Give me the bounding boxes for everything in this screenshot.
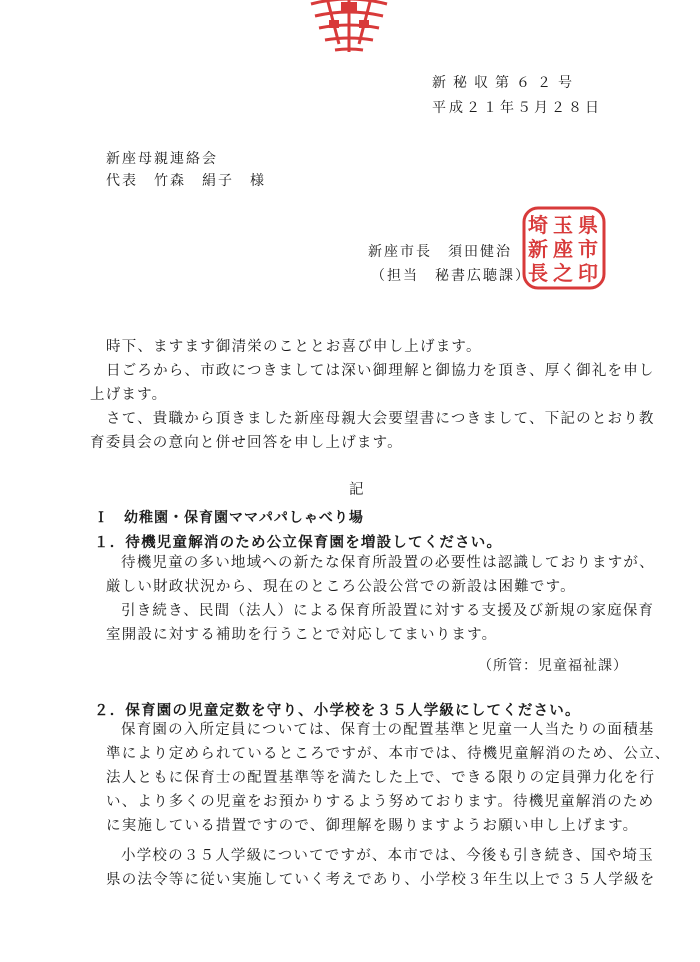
seal-char: 埼: [528, 213, 548, 237]
item-1-line: 待機児童の多い地域への新たな保育所設置の必要性は認識しておりますが、: [121, 555, 655, 571]
seal-char: 新: [528, 237, 548, 261]
item-2-line: 準により定められているところですが、本市では、待機児童解消のため、公立、: [106, 746, 671, 762]
item-1-department: （所管：児童福祉課）: [478, 658, 628, 674]
document-date: 平成２１年５月２８日: [432, 100, 602, 116]
addressee-representative: 代表 竹森 絹子 様: [106, 173, 266, 189]
addressee-organization: 新座母親連絡会: [106, 151, 218, 167]
item-2-line: 保育園の入所定員については、保育士の配置基準と児童一人当たりの面積基: [121, 722, 655, 738]
intro-line: さて、貴職から頂きました新座母親大会要望書につきまして、下記のとおり教: [106, 411, 655, 427]
intro-line: 時下、ますます御清栄のこととお喜び申し上げます。: [106, 339, 482, 355]
item-2-line: 小学校の３５人学級についてですが、本市では、今後も引き続き、国や埼玉: [121, 848, 654, 864]
red-mayor-seal-icon: [522, 206, 606, 290]
seal-char: 市: [578, 237, 598, 261]
item-1-line: 引き続き、民間（法人）による保育所設置に対する支援及び新規の家庭保育: [121, 603, 655, 619]
item-2-line: 県の法令等に従い実施していく考えであり、小学校３年生以上で３５人学級を: [106, 872, 656, 888]
item-2-line: 法人ともに保育士の配置基準等を満たした上で、できる限りの定員弾力化を行: [106, 770, 656, 786]
item-2-line: い、より多くの児童をお預かりするよう努めております。待機児童解消のため: [106, 794, 655, 810]
item-1-line: 室開設に対する補助を行うことで対応してまいります。: [106, 627, 498, 643]
sender-name: 新座市長 須田健治: [368, 244, 512, 260]
intro-line: 日ごろから、市政につきましては深い御理解と御協力を頂き、厚く御礼を申し: [106, 363, 655, 379]
item-1-title: １．待機児童解消のため公立保育園を増設してください。: [94, 535, 503, 551]
seal-char: 座: [553, 237, 573, 261]
seal-char: 印: [578, 261, 598, 285]
seal-char: 之: [553, 261, 573, 285]
ki-marker: 記: [349, 482, 365, 498]
sender-department: （担当 秘書広聴課）: [371, 268, 531, 284]
item-1-line: 厳しい財政状況から、現在のところ公設公営での新設は困難です。: [106, 579, 576, 595]
intro-line: 上げます。: [90, 387, 168, 403]
seal-char: 県: [578, 213, 598, 237]
section-title: Ｉ 幼稚園・保育園ママパパしゃべり場: [94, 510, 364, 526]
item-2-line: に実施している措置ですので、御理解を賜りますようお願い申し上げます。: [106, 818, 639, 834]
seal-char: 玉: [553, 213, 573, 237]
document-number: 新秘収第６２号: [432, 75, 579, 91]
item-2-title: ２．保育園の児童定数を守り、小学校を３５人学級にしてください。: [94, 703, 581, 719]
intro-line: 育委員会の意向と併せ回答を申し上げます。: [90, 435, 403, 451]
red-receipt-seal-icon: [305, 0, 393, 54]
seal-char: 長: [528, 261, 548, 285]
